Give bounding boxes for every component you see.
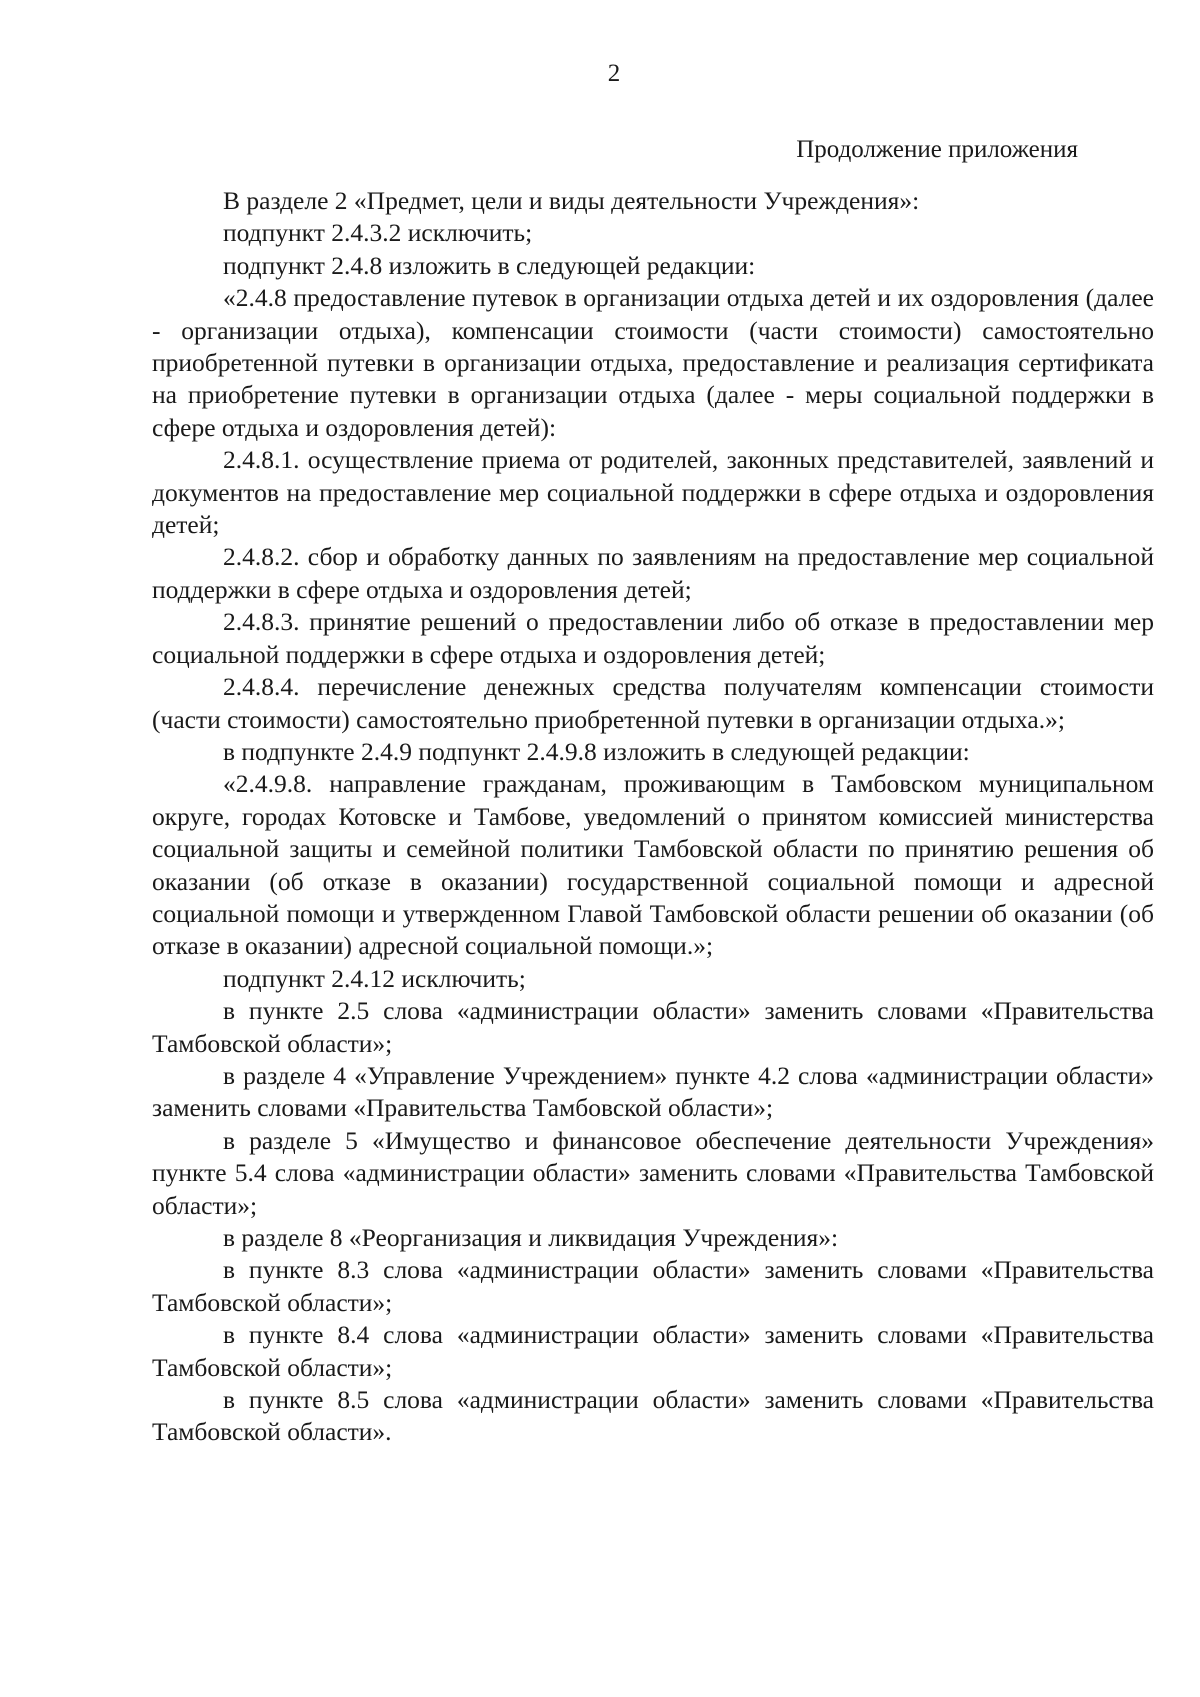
paragraph: в пункте 8.5 слова «администрации области» заменить словами «Правительства Тамбовской области». xyxy=(152,1385,1154,1447)
page-number: 2 xyxy=(607,60,621,87)
paragraph: подпункт 2.4.3.2 исключить; xyxy=(223,218,533,248)
paragraph: в разделе 4 «Управление Учреждением» пункте 4.2 слова «администрации области» заменить словами «Правительства Тамбовской области»; xyxy=(152,1060,1154,1123)
paragraph: «2.4.8 предоставление путевок в организации отдыха детей и их оздоровления (далее - организации отдыха), компенсации стоимости (части стоимости) самостоятельно приобретенной путевки в организации отдыха, предоставление и реализация сертификата на приобретение путевки в организации отдыха (далее - меры социальной поддержки в сфере отдыха и оздоровления детей): xyxy=(152,283,1154,442)
header-note: Продолжение приложения xyxy=(796,136,1078,163)
paragraph: В разделе 2 «Предмет, цели и виды деятельности Учреждения»: xyxy=(223,186,920,215)
paragraph: 2.4.8.3. принятие решений о предоставлении либо об отказе в предоставлении мер социальной поддержки в сфере отдыха и оздоровления детей; xyxy=(152,607,1154,669)
paragraph: 2.4.8.4. перечисление денежных средства получателям компенсации стоимости (части стоимости) самостоятельно приобретенной путевки в организации отдыха.»; xyxy=(152,672,1154,734)
document-body xyxy=(152,185,1154,1449)
paragraph: в пункте 2.5 слова «администрации области» заменить словами «Правительства Тамбовской области»; xyxy=(152,996,1154,1058)
paragraph: подпункт 2.4.12 исключить; xyxy=(223,963,526,993)
paragraph: 2.4.8.1. осуществление приема от родителей, законных представителей, заявлений и документов на предоставление мер социальной поддержки в сфере отдыха и оздоровления детей; xyxy=(152,445,1154,540)
paragraph: «2.4.9.8. направление гражданам, проживающим в Тамбовском муниципальном округе, городах Котовске и Тамбове, уведомлений о принятом комиссией министерства социальной защиты и семейной политики Тамбовской области по принятию решения об оказании (об отказе в оказании) государственной социальной помощи и адресной социальной помощи и утвержденном Главой Тамбовской области решении об оказании (об отказе в оказании) адресной социальной помощи.»; xyxy=(152,769,1154,961)
paragraph: в разделе 8 «Реорганизация и ликвидация Учреждения»: xyxy=(223,1223,839,1252)
paragraph: в пункте 8.4 слова «администрации области» заменить словами «Правительства Тамбовской области»; xyxy=(152,1320,1154,1382)
paragraph: подпункт 2.4.8 изложить в следующей редакции: xyxy=(223,250,756,280)
paragraph: в пункте 8.3 слова «администрации области» заменить словами «Правительства Тамбовской области»; xyxy=(152,1255,1154,1317)
paragraph: в разделе 5 «Имущество и финансовое обеспечение деятельности Учреждения» пункте 5.4 слова «администрации области» заменить словами «Правительства Тамбовской области»; xyxy=(152,1125,1154,1220)
paragraph: 2.4.8.2. сбор и обработку данных по заявлениям на предоставление мер социальной поддержки в сфере отдыха и оздоровления детей; xyxy=(152,542,1154,604)
paragraph: в подпункте 2.4.9 подпункт 2.4.9.8 изложить в следующей редакции: xyxy=(223,736,970,766)
